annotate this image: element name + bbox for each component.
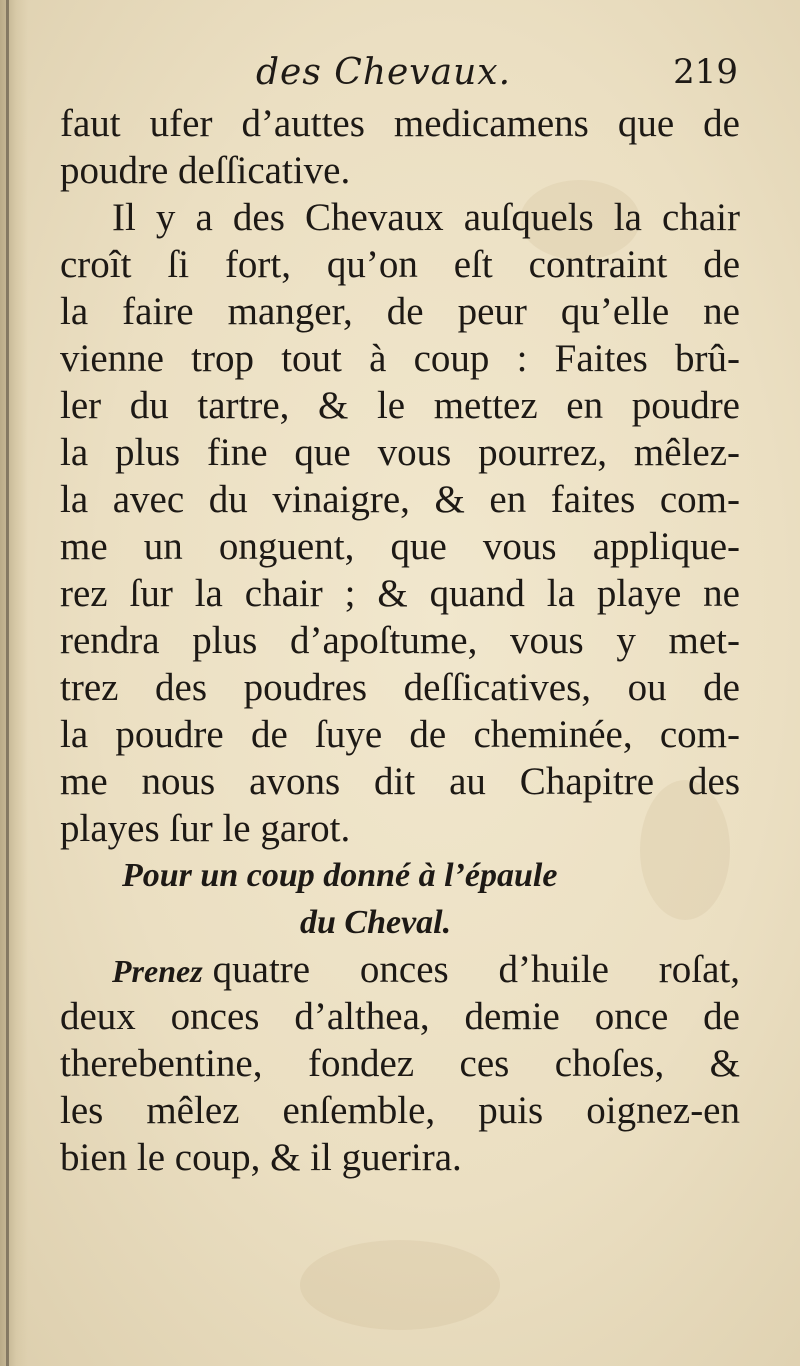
recipe-first-line <box>60 946 740 993</box>
text-line: quatre onces d’huile roſat, <box>212 948 740 991</box>
section-heading: Pour un coup donné à l’épaule <box>122 857 558 894</box>
text-line: la plus fine que vous pourrez, mêlez- <box>60 431 740 474</box>
text-line: me un onguent, que vous applique- <box>60 525 740 568</box>
text-line: bien le coup, & il guerira. <box>60 1136 462 1179</box>
text-line: ler du tartre, & le mettez en poudre <box>60 384 740 427</box>
text-line: me nous avons dit au Chapitre des <box>60 760 740 803</box>
body-text <box>60 100 740 1181</box>
text-line: Il y a des Chevaux auſquels la chair <box>112 196 740 239</box>
running-head <box>60 52 750 102</box>
text-line: les mêlez enſemble, puis oignez-en <box>60 1089 740 1132</box>
text-line: trez des poudres deſſicatives, ou de <box>60 666 740 709</box>
binding-edge <box>6 0 9 1366</box>
text-line: faut ufer d’auttes medicamens que de <box>60 102 740 145</box>
page-gutter <box>0 0 28 1366</box>
text-line: rez ſur la chair ; & quand la playe ne <box>60 572 740 615</box>
text-line: therebentine, fondez ces choſes, & <box>60 1042 740 1085</box>
text-line: poudre deſſicative. <box>60 149 351 192</box>
text-line: rendra plus d’apoſtume, vous y met- <box>60 619 740 662</box>
text-line: playes ſur le garot. <box>60 807 351 850</box>
text-line: la avec du vinaigre, & en faites com- <box>60 478 740 521</box>
text-line: la faire manger, de peur qu’elle ne <box>60 290 740 333</box>
text-line: vienne trop tout à coup : Faites brû- <box>60 337 740 380</box>
running-head-title: des Chevaux. <box>256 52 512 93</box>
paper-stain <box>300 1240 500 1330</box>
text-line: deux onces d’althea, demie once de <box>60 995 740 1038</box>
page-number: 219 <box>673 52 738 92</box>
section-heading-continued: du Cheval. <box>300 904 452 941</box>
text-line: croît ſi fort, qu’on eſt contraint de <box>60 243 740 286</box>
text-line: la poudre de ſuye de cheminée, com- <box>60 713 740 756</box>
recipe-lead-word: Prenez <box>112 953 203 989</box>
